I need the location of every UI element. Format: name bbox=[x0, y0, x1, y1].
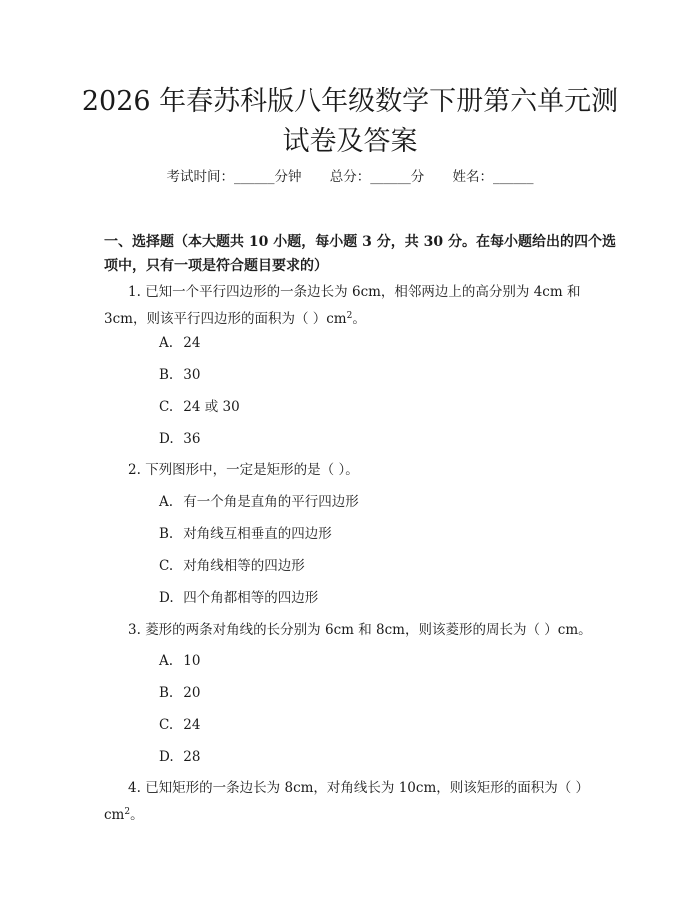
option-text: 24 bbox=[183, 717, 201, 733]
student-name-label: 姓名： bbox=[452, 169, 494, 185]
option-2d bbox=[159, 588, 318, 608]
option-text: 10 bbox=[183, 653, 201, 669]
option-letter: C. bbox=[159, 558, 174, 574]
question-4 bbox=[104, 776, 584, 827]
option-3a bbox=[159, 651, 200, 671]
option-letter: C. bbox=[159, 399, 174, 415]
option-letter: B. bbox=[159, 685, 174, 701]
option-text: 对角线相等的四边形 bbox=[183, 558, 305, 574]
option-letter: A. bbox=[159, 653, 174, 669]
superscript: 2 bbox=[346, 311, 353, 321]
question-text: 菱形的两条对角线的长分别为 6cm 和 8cm，则该菱形的周长为（ ）cm。 bbox=[145, 622, 592, 638]
exam-time-blank: ______分钟 bbox=[233, 169, 302, 185]
option-text: 20 bbox=[183, 685, 201, 701]
option-2c bbox=[159, 556, 305, 576]
question-text: 下列图形中，一定是矩形的是（ ）。 bbox=[145, 462, 359, 478]
question-number: 4. bbox=[128, 780, 141, 796]
question-1 bbox=[104, 280, 584, 331]
option-1a bbox=[159, 333, 200, 353]
option-letter: A. bbox=[159, 494, 174, 510]
option-text: 对角线互相垂直的四边形 bbox=[183, 526, 332, 542]
option-text: 36 bbox=[183, 431, 201, 447]
option-text: 有一个角是直角的平行四边形 bbox=[183, 494, 359, 510]
question-2 bbox=[104, 458, 584, 482]
question-number: 2. bbox=[128, 462, 141, 478]
exam-time bbox=[166, 167, 301, 187]
option-3d bbox=[159, 747, 200, 767]
exam-time-label: 考试时间： bbox=[166, 169, 234, 185]
student-name-blank: ______ bbox=[493, 169, 534, 185]
option-1c bbox=[159, 397, 240, 417]
option-1b bbox=[159, 365, 200, 385]
option-letter: A. bbox=[159, 335, 174, 351]
superscript: 2 bbox=[124, 807, 131, 817]
option-letter: D. bbox=[159, 749, 174, 765]
title-line-1: 2026 年春苏科版八年级数学下册第六单元测 bbox=[81, 86, 619, 117]
question-text: 已知一个平行四边形的一条边长为 6cm，相邻两边上的高分别为 4cm 和 3cm，则该平行四边形的面积为（ ）cm bbox=[104, 284, 581, 327]
option-text: 24 bbox=[183, 335, 201, 351]
option-2a bbox=[159, 492, 359, 512]
option-letter: D. bbox=[159, 431, 174, 447]
question-tail: 。 bbox=[352, 311, 366, 327]
exam-score-label: 总分： bbox=[329, 169, 371, 185]
option-2b bbox=[159, 524, 332, 544]
student-name bbox=[453, 167, 534, 187]
option-letter: C. bbox=[159, 717, 174, 733]
page-title bbox=[60, 82, 640, 162]
option-1d bbox=[159, 429, 200, 449]
title-line-2: 试卷及答案 bbox=[282, 126, 418, 157]
question-number: 1. bbox=[128, 284, 141, 300]
option-text: 24 或 30 bbox=[183, 399, 240, 415]
option-letter: D. bbox=[159, 590, 174, 606]
exam-score-blank: ______分 bbox=[370, 169, 425, 185]
option-letter: B. bbox=[159, 526, 174, 542]
option-letter: B. bbox=[159, 367, 174, 383]
option-3c bbox=[159, 715, 200, 735]
exam-meta bbox=[0, 167, 700, 187]
option-text: 30 bbox=[183, 367, 201, 383]
option-text: 四个角都相等的四边形 bbox=[183, 590, 319, 606]
question-number: 3. bbox=[128, 622, 141, 638]
question-text: 已知矩形的一条边长为 8cm，对角线长为 10cm，则该矩形的面积为（ ）cm bbox=[104, 780, 583, 823]
question-tail: 。 bbox=[130, 807, 144, 823]
option-3b bbox=[159, 683, 200, 703]
option-text: 28 bbox=[183, 749, 201, 765]
section-heading: 一、选择题（本大题共 10 小题，每小题 3 分，共 30 分。在每小题给出的四个选项中，只有一项是符合题目要求的） bbox=[104, 234, 616, 274]
exam-score bbox=[330, 167, 425, 187]
question-3 bbox=[104, 618, 624, 642]
